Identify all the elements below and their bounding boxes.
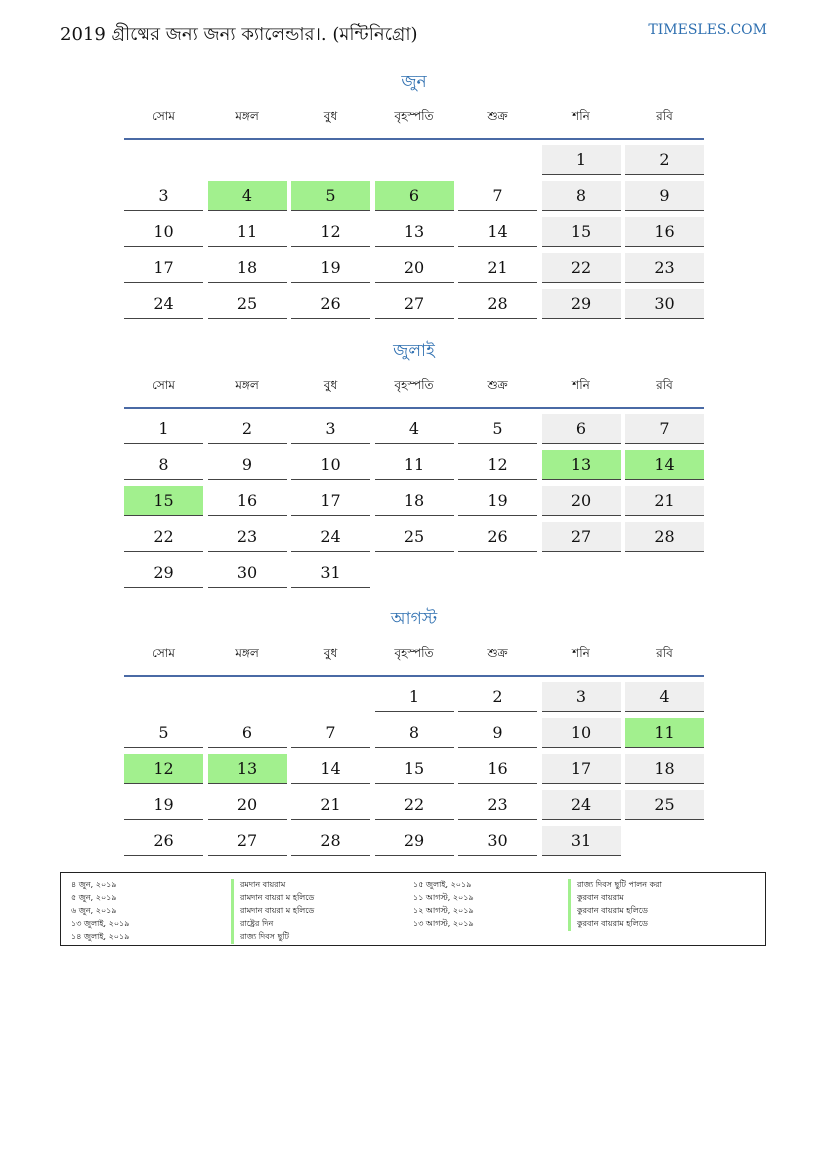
day-cell: 7: [291, 718, 370, 748]
day-cell: 31: [291, 558, 370, 588]
legend-name: কুরবান বায়রাম হলিডে: [568, 918, 648, 931]
day-cell: 26: [291, 289, 370, 319]
day-cell: 16: [625, 217, 704, 247]
day-cell: 3: [542, 682, 621, 712]
day-cell: 20: [375, 253, 454, 283]
day-cell: 11: [625, 718, 704, 748]
legend-date: ১১ আগস্ট, ২০১৯: [413, 893, 474, 902]
weekday-label: রবি: [656, 378, 673, 392]
day-cell: 27: [375, 289, 454, 319]
legend-date: ১৩ জুলাই, ২০১৯: [71, 919, 130, 928]
legend-date: ৪ জুন, ২০১৯: [71, 880, 117, 889]
day-cell: 29: [542, 289, 621, 319]
day-cell: 3: [291, 414, 370, 444]
holiday-legend: [60, 872, 766, 946]
weekday-label: শুক্র: [487, 109, 508, 123]
day-cell: 2: [208, 414, 287, 444]
day-cell: 15: [542, 217, 621, 247]
weekday-label: বুধ: [323, 378, 338, 392]
day-cell: 24: [542, 790, 621, 820]
day-cell: 25: [208, 289, 287, 319]
weekday-label: সোম: [152, 109, 175, 123]
weekday-label: শুক্র: [487, 646, 508, 660]
empty-cell: [124, 682, 203, 712]
day-cell: 24: [124, 289, 203, 319]
legend-name: কুরবান বায়রাম: [568, 892, 624, 905]
day-cell: 17: [124, 253, 203, 283]
day-cell: 2: [625, 145, 704, 175]
day-cell: 8: [375, 718, 454, 748]
month-august: [124, 607, 704, 856]
weekday-label: রবি: [656, 109, 673, 123]
day-cell: 9: [458, 718, 537, 748]
month-july: [124, 339, 704, 588]
day-cell: 1: [124, 414, 203, 444]
day-cell: 4: [625, 682, 704, 712]
day-cell: 25: [375, 522, 454, 552]
day-cell: 7: [625, 414, 704, 444]
day-cell: 11: [375, 450, 454, 480]
legend-name: রাজ্য দিবস ছুটি পালন করা: [568, 879, 662, 892]
legend-name: রাজ্য দিবস ছুটি: [231, 931, 289, 944]
day-cell: 22: [375, 790, 454, 820]
day-cell: 21: [291, 790, 370, 820]
legend-name: রমদান বায়রাম: [231, 879, 285, 892]
day-cell: 20: [208, 790, 287, 820]
day-cell: 12: [124, 754, 203, 784]
day-cell: 18: [208, 253, 287, 283]
day-cell: 10: [124, 217, 203, 247]
day-cell: 27: [542, 522, 621, 552]
legend-date: ১৩ আগস্ট, ২০১৯: [413, 919, 474, 928]
day-cell: 3: [124, 181, 203, 211]
day-cell: 9: [208, 450, 287, 480]
day-cell: 8: [542, 181, 621, 211]
day-cell: 18: [625, 754, 704, 784]
legend-date: ৬ জুন, ২০১৯: [71, 906, 117, 915]
site-link[interactable]: TIMESLES.COM: [648, 22, 767, 38]
weekday-label: বুধ: [323, 109, 338, 123]
month-title: আগস্ট: [390, 609, 438, 629]
weekday-label: শনি: [572, 378, 590, 392]
day-cell: 7: [458, 181, 537, 211]
day-cell: 22: [542, 253, 621, 283]
weekday-header: [124, 645, 704, 677]
day-cell: 17: [291, 486, 370, 516]
weekday-header: [124, 377, 704, 409]
month-title: জুলাই: [393, 341, 435, 361]
legend-name: কুরবান বায়রাম হলিডে: [568, 905, 648, 918]
day-cell: 16: [458, 754, 537, 784]
day-cell: 6: [542, 414, 621, 444]
day-grid: [124, 145, 704, 319]
day-cell: 9: [625, 181, 704, 211]
empty-cell: [208, 682, 287, 712]
day-cell: 15: [375, 754, 454, 784]
day-cell: 13: [375, 217, 454, 247]
day-cell: 13: [542, 450, 621, 480]
day-cell: 25: [625, 790, 704, 820]
day-cell: 4: [208, 181, 287, 211]
day-cell: 10: [291, 450, 370, 480]
day-cell: 19: [458, 486, 537, 516]
day-cell: 23: [208, 522, 287, 552]
day-cell: 23: [458, 790, 537, 820]
day-cell: 2: [458, 682, 537, 712]
weekday-label: বৃহস্পতি: [394, 109, 434, 123]
day-cell: 18: [375, 486, 454, 516]
legend-date: ১৫ জুলাই, ২০১৯: [413, 880, 472, 889]
empty-cell: [458, 145, 537, 175]
day-cell: 5: [124, 718, 203, 748]
weekday-header: [124, 108, 704, 140]
empty-cell: [375, 145, 454, 175]
day-cell: 20: [542, 486, 621, 516]
empty-cell: [124, 145, 203, 175]
day-cell: 29: [124, 558, 203, 588]
day-cell: 24: [291, 522, 370, 552]
day-cell: 12: [458, 450, 537, 480]
day-cell: 5: [458, 414, 537, 444]
day-cell: 1: [375, 682, 454, 712]
weekday-label: শনি: [572, 646, 590, 660]
legend-date: ১২ আগস্ট, ২০১৯: [413, 906, 474, 915]
day-cell: 28: [291, 826, 370, 856]
day-cell: 28: [458, 289, 537, 319]
day-cell: 12: [291, 217, 370, 247]
empty-cell: [291, 145, 370, 175]
weekday-label: মঙ্গল: [235, 109, 259, 123]
day-cell: 30: [208, 558, 287, 588]
day-cell: 26: [458, 522, 537, 552]
day-cell: 16: [208, 486, 287, 516]
weekday-label: সোম: [152, 646, 175, 660]
weekday-label: শনি: [572, 109, 590, 123]
day-cell: 17: [542, 754, 621, 784]
day-cell: 19: [291, 253, 370, 283]
day-cell: 11: [208, 217, 287, 247]
day-cell: 23: [625, 253, 704, 283]
day-cell: 1: [542, 145, 621, 175]
day-cell: 21: [625, 486, 704, 516]
day-cell: 29: [375, 826, 454, 856]
day-cell: 26: [124, 826, 203, 856]
legend-date: ১৪ জুলাই, ২০১৯: [71, 932, 130, 941]
day-cell: 14: [291, 754, 370, 784]
day-grid: [124, 682, 704, 856]
day-cell: 4: [375, 414, 454, 444]
day-cell: 22: [124, 522, 203, 552]
day-cell: 28: [625, 522, 704, 552]
legend-name: রামদান বায়রা ম হলিডে: [231, 905, 314, 918]
day-cell: 19: [124, 790, 203, 820]
month-title: জুন: [401, 72, 427, 92]
day-cell: 14: [458, 217, 537, 247]
day-cell: 27: [208, 826, 287, 856]
day-cell: 30: [625, 289, 704, 319]
day-cell: 14: [625, 450, 704, 480]
month-june: [124, 70, 704, 319]
day-cell: 21: [458, 253, 537, 283]
day-cell: 31: [542, 826, 621, 856]
day-cell: 15: [124, 486, 203, 516]
day-cell: 6: [208, 718, 287, 748]
weekday-label: বুধ: [323, 646, 338, 660]
weekday-label: মঙ্গল: [235, 646, 259, 660]
day-cell: 6: [375, 181, 454, 211]
legend-name: রামদান বায়রা ম হলিডে: [231, 892, 314, 905]
empty-cell: [291, 682, 370, 712]
day-cell: 13: [208, 754, 287, 784]
legend-name: রাষ্ট্রের দিন: [231, 918, 273, 931]
weekday-label: বৃহস্পতি: [394, 378, 434, 392]
day-grid: [124, 414, 704, 588]
day-cell: 10: [542, 718, 621, 748]
legend-date: ৫ জুন, ২০১৯: [71, 893, 117, 902]
weekday-label: সোম: [152, 378, 175, 392]
weekday-label: বৃহস্পতি: [394, 646, 434, 660]
weekday-label: রবি: [656, 646, 673, 660]
weekday-label: মঙ্গল: [235, 378, 259, 392]
weekday-label: শুক্র: [487, 378, 508, 392]
day-cell: 8: [124, 450, 203, 480]
empty-cell: [208, 145, 287, 175]
day-cell: 30: [458, 826, 537, 856]
day-cell: 5: [291, 181, 370, 211]
page-title: 2019 গ্রীষ্মের জন্য জন্য ক্যালেন্ডার।. (মন্টিনিগ্রো): [60, 24, 418, 45]
